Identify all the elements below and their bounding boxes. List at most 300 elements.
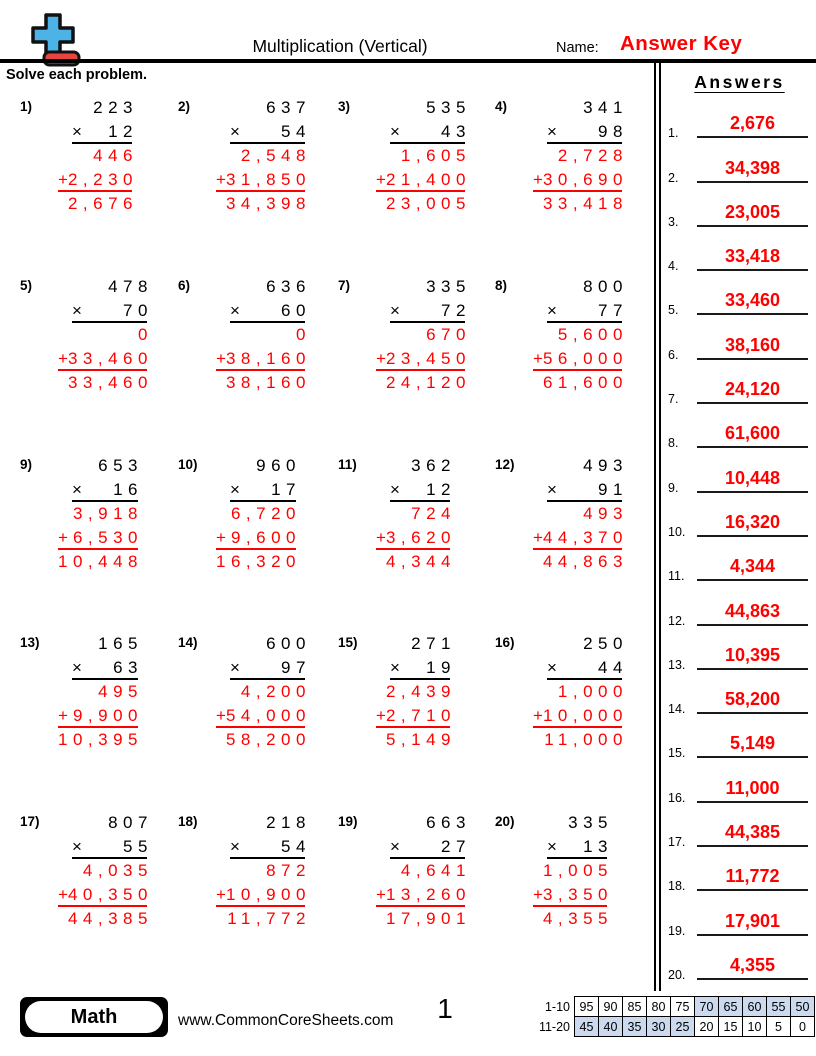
answer-number: 17. (668, 835, 686, 850)
answer-number: 15. (668, 746, 686, 761)
multiplicand: 800 (583, 276, 628, 296)
plus-icon: + (376, 348, 386, 368)
problem-work (58, 275, 153, 395)
partial-2-value: 30,690 (542, 170, 628, 189)
partial-product-1: 1,000 (557, 682, 628, 702)
partial-2-value: 44,370 (542, 527, 628, 547)
problem-number: 9) (20, 456, 33, 472)
plus-icon: + (376, 170, 386, 189)
score-table (539, 996, 815, 1037)
score-cell: 80 (647, 997, 671, 1017)
partial-product-2 (376, 704, 456, 728)
product: 17,901 (385, 909, 471, 929)
partial-product-2 (533, 704, 628, 728)
problem-number: 2) (178, 99, 191, 114)
product: 2,676 (67, 194, 138, 213)
multiplier-row (230, 299, 311, 323)
partial-2-value: 9,900 (72, 706, 143, 726)
problem-cell (20, 454, 178, 633)
multiply-icon: × (547, 837, 557, 857)
answer-row (663, 149, 816, 193)
score-table-body (539, 997, 815, 1037)
partial-product-1: 1,605 (400, 146, 471, 165)
multiplicand: 807 (108, 813, 153, 833)
product: 33,418 (542, 194, 628, 213)
partial-product-2 (376, 883, 471, 907)
answer-number: 4. (668, 259, 679, 274)
multiplicand: 218 (266, 813, 311, 833)
partial-product-2 (376, 347, 471, 371)
partial-product-2 (58, 347, 153, 371)
partial-product-2 (58, 526, 143, 550)
score-cell: 60 (743, 997, 767, 1017)
multiply-icon: × (547, 122, 557, 141)
problem-work (376, 632, 456, 752)
multiplicand: 341 (583, 98, 628, 117)
problem-cell (338, 454, 495, 633)
problem-work (533, 632, 628, 752)
answer-value: 34,398 (697, 158, 808, 183)
answer-key-label: Answer Key (620, 32, 743, 55)
problem-cell (495, 454, 650, 633)
multiplier-row (547, 299, 628, 323)
partial-product-1: 3,918 (72, 503, 143, 523)
plus-icon: + (376, 885, 386, 905)
multiplier-row (390, 120, 471, 144)
product: 4,355 (542, 909, 613, 929)
multiply-icon: × (547, 658, 557, 678)
partial-product-1: 2,439 (385, 682, 456, 702)
multiplier-row (390, 478, 456, 502)
partial-2-value: 10,900 (225, 885, 311, 905)
multiplier-row (230, 478, 301, 502)
multiply-icon: × (72, 122, 82, 141)
answer-value: 4,355 (697, 955, 808, 980)
problem-cell (495, 275, 650, 454)
problem-work (533, 811, 613, 931)
multiply-icon: × (390, 300, 400, 320)
multiplicand: 335 (426, 276, 471, 296)
score-cell: 55 (767, 997, 791, 1017)
multiplier-row (390, 835, 471, 859)
multiplicand: 960 (256, 455, 301, 475)
multiplier-row (390, 656, 456, 680)
partial-product-2 (58, 883, 153, 907)
answer-value: 11,772 (697, 866, 808, 891)
problem-number: 10) (178, 456, 198, 472)
problem-work (376, 96, 471, 216)
page-title: Multiplication (Vertical) (252, 36, 428, 56)
problem-cell (338, 811, 495, 990)
score-cell: 45 (575, 1017, 599, 1037)
partial-product-1: 2,548 (240, 146, 311, 165)
plus-icon: + (58, 885, 68, 905)
plus-icon: + (58, 706, 68, 726)
answer-value: 16,320 (697, 512, 808, 537)
problem-cell (20, 96, 178, 275)
problem-work (533, 275, 628, 395)
answer-number: 16. (668, 790, 686, 805)
answer-row (663, 902, 816, 946)
product: 44,863 (542, 551, 628, 571)
answer-row (663, 459, 816, 503)
answer-value: 5,149 (697, 733, 808, 758)
answer-value: 44,863 (697, 601, 808, 626)
multiply-icon: × (72, 658, 82, 678)
multiplier-row (72, 299, 153, 323)
problem-cell (178, 275, 338, 454)
answer-row (663, 548, 816, 592)
answer-row (663, 637, 816, 681)
product: 11,772 (227, 909, 311, 929)
multiply-icon: × (547, 300, 557, 320)
partial-product-2 (58, 704, 143, 728)
footer (0, 995, 816, 1045)
problem-cell (338, 96, 495, 275)
product: 10,448 (58, 551, 143, 571)
partial-product-2 (216, 347, 311, 371)
problem-work (216, 454, 301, 574)
answer-value: 10,448 (697, 468, 808, 493)
product: 5,149 (385, 730, 456, 750)
problem-number: 15) (338, 635, 358, 651)
multiplier: 54 (281, 122, 311, 141)
answer-value: 61,600 (697, 423, 808, 448)
multiply-icon: × (390, 479, 400, 499)
name-label: Name: (556, 40, 599, 56)
multiplier-row (72, 120, 138, 144)
problem-cell (20, 811, 178, 990)
problem-cell (338, 275, 495, 454)
product: 58,200 (225, 730, 311, 750)
multiplicand: 637 (266, 98, 311, 117)
score-cell: 95 (575, 997, 599, 1017)
score-cell: 10 (743, 1017, 767, 1037)
answer-number: 9. (668, 480, 679, 495)
problem-cell (178, 811, 338, 990)
multiplier: 19 (426, 658, 456, 678)
partial-product-2 (533, 347, 628, 371)
answer-number: 3. (668, 214, 679, 229)
answer-number: 2. (668, 170, 679, 185)
plus-icon: + (216, 527, 226, 547)
product: 23,005 (385, 194, 471, 213)
multiplier-row (230, 835, 311, 859)
score-cell: 35 (623, 1017, 647, 1037)
partial-2-value: 38,160 (225, 348, 311, 368)
product: 16,320 (216, 551, 301, 571)
partial-2-value: 23,450 (385, 348, 471, 368)
score-cell: 65 (719, 997, 743, 1017)
partial-2-value: 54,000 (225, 706, 311, 726)
problem-number: 12) (495, 456, 515, 472)
product: 61,600 (542, 372, 628, 392)
problem-work (216, 275, 311, 395)
problem-cell (338, 632, 495, 811)
score-row (539, 997, 815, 1017)
score-cell: 20 (695, 1017, 719, 1037)
partial-product-2 (533, 883, 613, 907)
plus-icon: + (216, 170, 226, 189)
answers-list (663, 105, 816, 991)
answer-row (663, 681, 816, 725)
problem-cell (495, 96, 650, 275)
problem-number: 18) (178, 814, 198, 830)
multiplicand: 636 (266, 276, 311, 296)
partial-product-1: 0 (295, 324, 311, 344)
answer-row (663, 371, 816, 415)
problem-work (533, 96, 628, 216)
multiplier-row (72, 478, 143, 502)
plus-icon: + (533, 348, 543, 368)
product: 44,385 (67, 909, 153, 929)
multiplier: 12 (426, 479, 456, 499)
problem-work (216, 811, 311, 931)
problem-number: 8) (495, 277, 508, 293)
score-cell: 30 (647, 1017, 671, 1037)
answer-number: 14. (668, 702, 686, 717)
answer-number: 19. (668, 923, 686, 938)
answer-number: 10. (668, 524, 686, 539)
problem-work (533, 454, 628, 574)
subject-badge-label: Math (25, 1001, 163, 1033)
answer-number: 18. (668, 879, 686, 894)
problem-number: 1) (20, 99, 33, 114)
score-cell: 50 (791, 997, 815, 1017)
answer-value: 10,395 (697, 645, 808, 670)
answer-row (663, 326, 816, 370)
answer-value: 23,005 (697, 202, 808, 227)
partial-product-2 (216, 526, 301, 550)
answer-value: 44,385 (697, 822, 808, 847)
answers-panel (663, 63, 816, 991)
answer-row (663, 725, 816, 769)
multiply-icon: × (72, 837, 82, 857)
problem-number: 20) (495, 814, 515, 830)
multiplier-row (72, 656, 143, 680)
multiplicand: 653 (98, 455, 143, 475)
problem-cell (495, 632, 650, 811)
subject-badge (20, 997, 168, 1037)
partial-product-1: 872 (266, 861, 311, 881)
answers-title: Answers (694, 72, 785, 92)
multiplier: 16 (113, 479, 143, 499)
answer-value: 38,160 (697, 335, 808, 360)
multiplier: 13 (583, 837, 613, 857)
multiplicand: 250 (583, 634, 628, 654)
partial-2-value: 10,000 (542, 706, 628, 726)
answer-number: 11. (668, 569, 685, 584)
problem-number: 5) (20, 277, 33, 293)
score-cell: 40 (599, 1017, 623, 1037)
page-number: 1 (437, 993, 453, 1024)
problem-cell (178, 454, 338, 633)
partial-2-value: 13,260 (385, 885, 471, 905)
score-cell: 75 (671, 997, 695, 1017)
multiplier: 63 (113, 658, 143, 678)
problem-number: 11) (338, 456, 357, 472)
problem-work (376, 275, 471, 395)
problem-work (216, 632, 311, 752)
multiplier-row (230, 656, 311, 680)
partial-product-1: 6,720 (230, 503, 301, 523)
partial-2-value: 3,620 (385, 527, 456, 547)
answer-value: 4,344 (697, 556, 808, 581)
product: 10,395 (58, 730, 143, 750)
multiply-icon: × (390, 837, 400, 857)
multiplicand: 600 (266, 634, 311, 654)
product: 38,160 (225, 372, 311, 392)
multiply-icon: × (72, 479, 82, 499)
score-row (539, 1017, 815, 1037)
multiplier: 54 (281, 837, 311, 857)
partial-product-2 (216, 168, 311, 192)
multiplicand: 271 (411, 634, 456, 654)
answer-row (663, 592, 816, 636)
product: 33,460 (67, 372, 153, 392)
problem-work (58, 454, 143, 574)
score-cell: 15 (719, 1017, 743, 1037)
multiplicand: 223 (93, 98, 138, 117)
partial-product-2 (376, 168, 471, 192)
multiplicand: 478 (108, 276, 153, 296)
multiplier: 60 (281, 300, 311, 320)
multiplicand: 362 (411, 455, 456, 475)
answer-row (663, 769, 816, 813)
answer-number: 8. (668, 436, 679, 451)
problem-number: 7) (338, 277, 351, 293)
multiplier-row (547, 120, 628, 144)
multiplier-row (547, 656, 628, 680)
problem-number: 6) (178, 277, 191, 293)
product: 24,120 (385, 372, 471, 392)
answer-row (663, 105, 816, 149)
instructions: Solve each problem. (6, 67, 148, 83)
answer-number: 6. (668, 347, 679, 362)
problem-work (376, 454, 456, 574)
multiplier: 43 (441, 122, 471, 141)
partial-product-1: 4,200 (240, 682, 311, 702)
multiply-icon: × (230, 122, 240, 141)
partial-product-1: 493 (583, 503, 628, 523)
answer-value: 2,676 (697, 113, 808, 138)
partial-2-value: 56,000 (542, 348, 628, 368)
answer-number: 7. (668, 392, 679, 407)
problem-number: 13) (20, 635, 40, 651)
plus-icon: + (58, 527, 68, 547)
partial-product-2 (533, 168, 628, 192)
multiplier: 97 (281, 658, 311, 678)
partial-product-1: 495 (98, 682, 143, 702)
multiplier: 17 (271, 479, 301, 499)
plus-icon: + (533, 706, 543, 726)
problem-number: 14) (178, 635, 198, 651)
problem-number: 17) (20, 814, 40, 830)
problems-grid (20, 96, 652, 990)
answer-value: 24,120 (697, 379, 808, 404)
answer-row (663, 282, 816, 326)
multiplier-row (72, 835, 153, 859)
multiplier: 44 (598, 658, 628, 678)
multiplier: 12 (108, 122, 138, 141)
plus-icon: + (58, 348, 68, 368)
partial-product-2 (216, 704, 311, 728)
multiplier: 91 (598, 479, 628, 499)
partial-2-value: 31,850 (225, 170, 311, 189)
partial-product-1: 2,728 (557, 146, 628, 165)
answers-divider (654, 63, 661, 991)
plus-icon: + (58, 170, 68, 189)
score-cell: 5 (767, 1017, 791, 1037)
score-cell: 25 (671, 1017, 695, 1037)
score-cell: 0 (791, 1017, 815, 1037)
partial-2-value: 40,350 (67, 885, 153, 905)
plus-icon: + (376, 706, 386, 726)
product: 34,398 (225, 194, 311, 213)
multiplier: 70 (123, 300, 153, 320)
answer-row (663, 238, 816, 282)
problem-cell (178, 632, 338, 811)
multiplier-row (547, 835, 613, 859)
partial-2-value: 2,710 (385, 706, 456, 726)
answer-value: 11,000 (697, 778, 808, 803)
answer-number: 1. (668, 126, 679, 141)
partial-product-2 (216, 883, 311, 907)
score-cell: 85 (623, 997, 647, 1017)
partial-product-1: 5,600 (557, 324, 628, 344)
problem-work (58, 811, 153, 931)
partial-2-value: 21,400 (385, 170, 471, 189)
plus-icon: + (216, 706, 226, 726)
problem-number: 3) (338, 99, 351, 114)
partial-product-1: 446 (93, 146, 138, 165)
multiplier-row (547, 478, 628, 502)
answer-value: 17,901 (697, 911, 808, 936)
partial-2-value: 2,230 (67, 170, 138, 189)
multiply-icon: × (547, 479, 557, 499)
website-link: www.CommonCoreSheets.com (178, 1012, 394, 1029)
problem-cell (178, 96, 338, 275)
problem-number: 16) (495, 635, 515, 651)
plus-icon: + (376, 527, 386, 547)
answer-value: 58,200 (697, 689, 808, 714)
multiplier: 55 (123, 837, 153, 857)
product: 4,344 (385, 551, 456, 571)
problem-work (58, 632, 143, 752)
answer-row (663, 947, 816, 991)
plus-icon (33, 15, 73, 55)
problem-work (376, 811, 471, 931)
answer-row (663, 194, 816, 238)
answer-value: 33,418 (697, 246, 808, 271)
answer-value: 33,460 (697, 290, 808, 315)
answer-row (663, 814, 816, 858)
partial-product-1: 670 (426, 324, 471, 344)
answer-number: 20. (668, 967, 686, 982)
plus-icon: + (533, 170, 543, 189)
plus-icon: + (216, 885, 226, 905)
partial-product-2 (533, 526, 628, 550)
partial-product-1: 4,035 (82, 861, 153, 881)
multiply-icon: × (230, 658, 240, 678)
problem-number: 4) (495, 99, 508, 114)
answer-row (663, 504, 816, 548)
answer-number: 5. (668, 303, 679, 318)
partial-product-1: 724 (411, 503, 456, 523)
multiply-icon: × (230, 300, 240, 320)
answer-row (663, 415, 816, 459)
multiplier: 77 (598, 300, 628, 320)
